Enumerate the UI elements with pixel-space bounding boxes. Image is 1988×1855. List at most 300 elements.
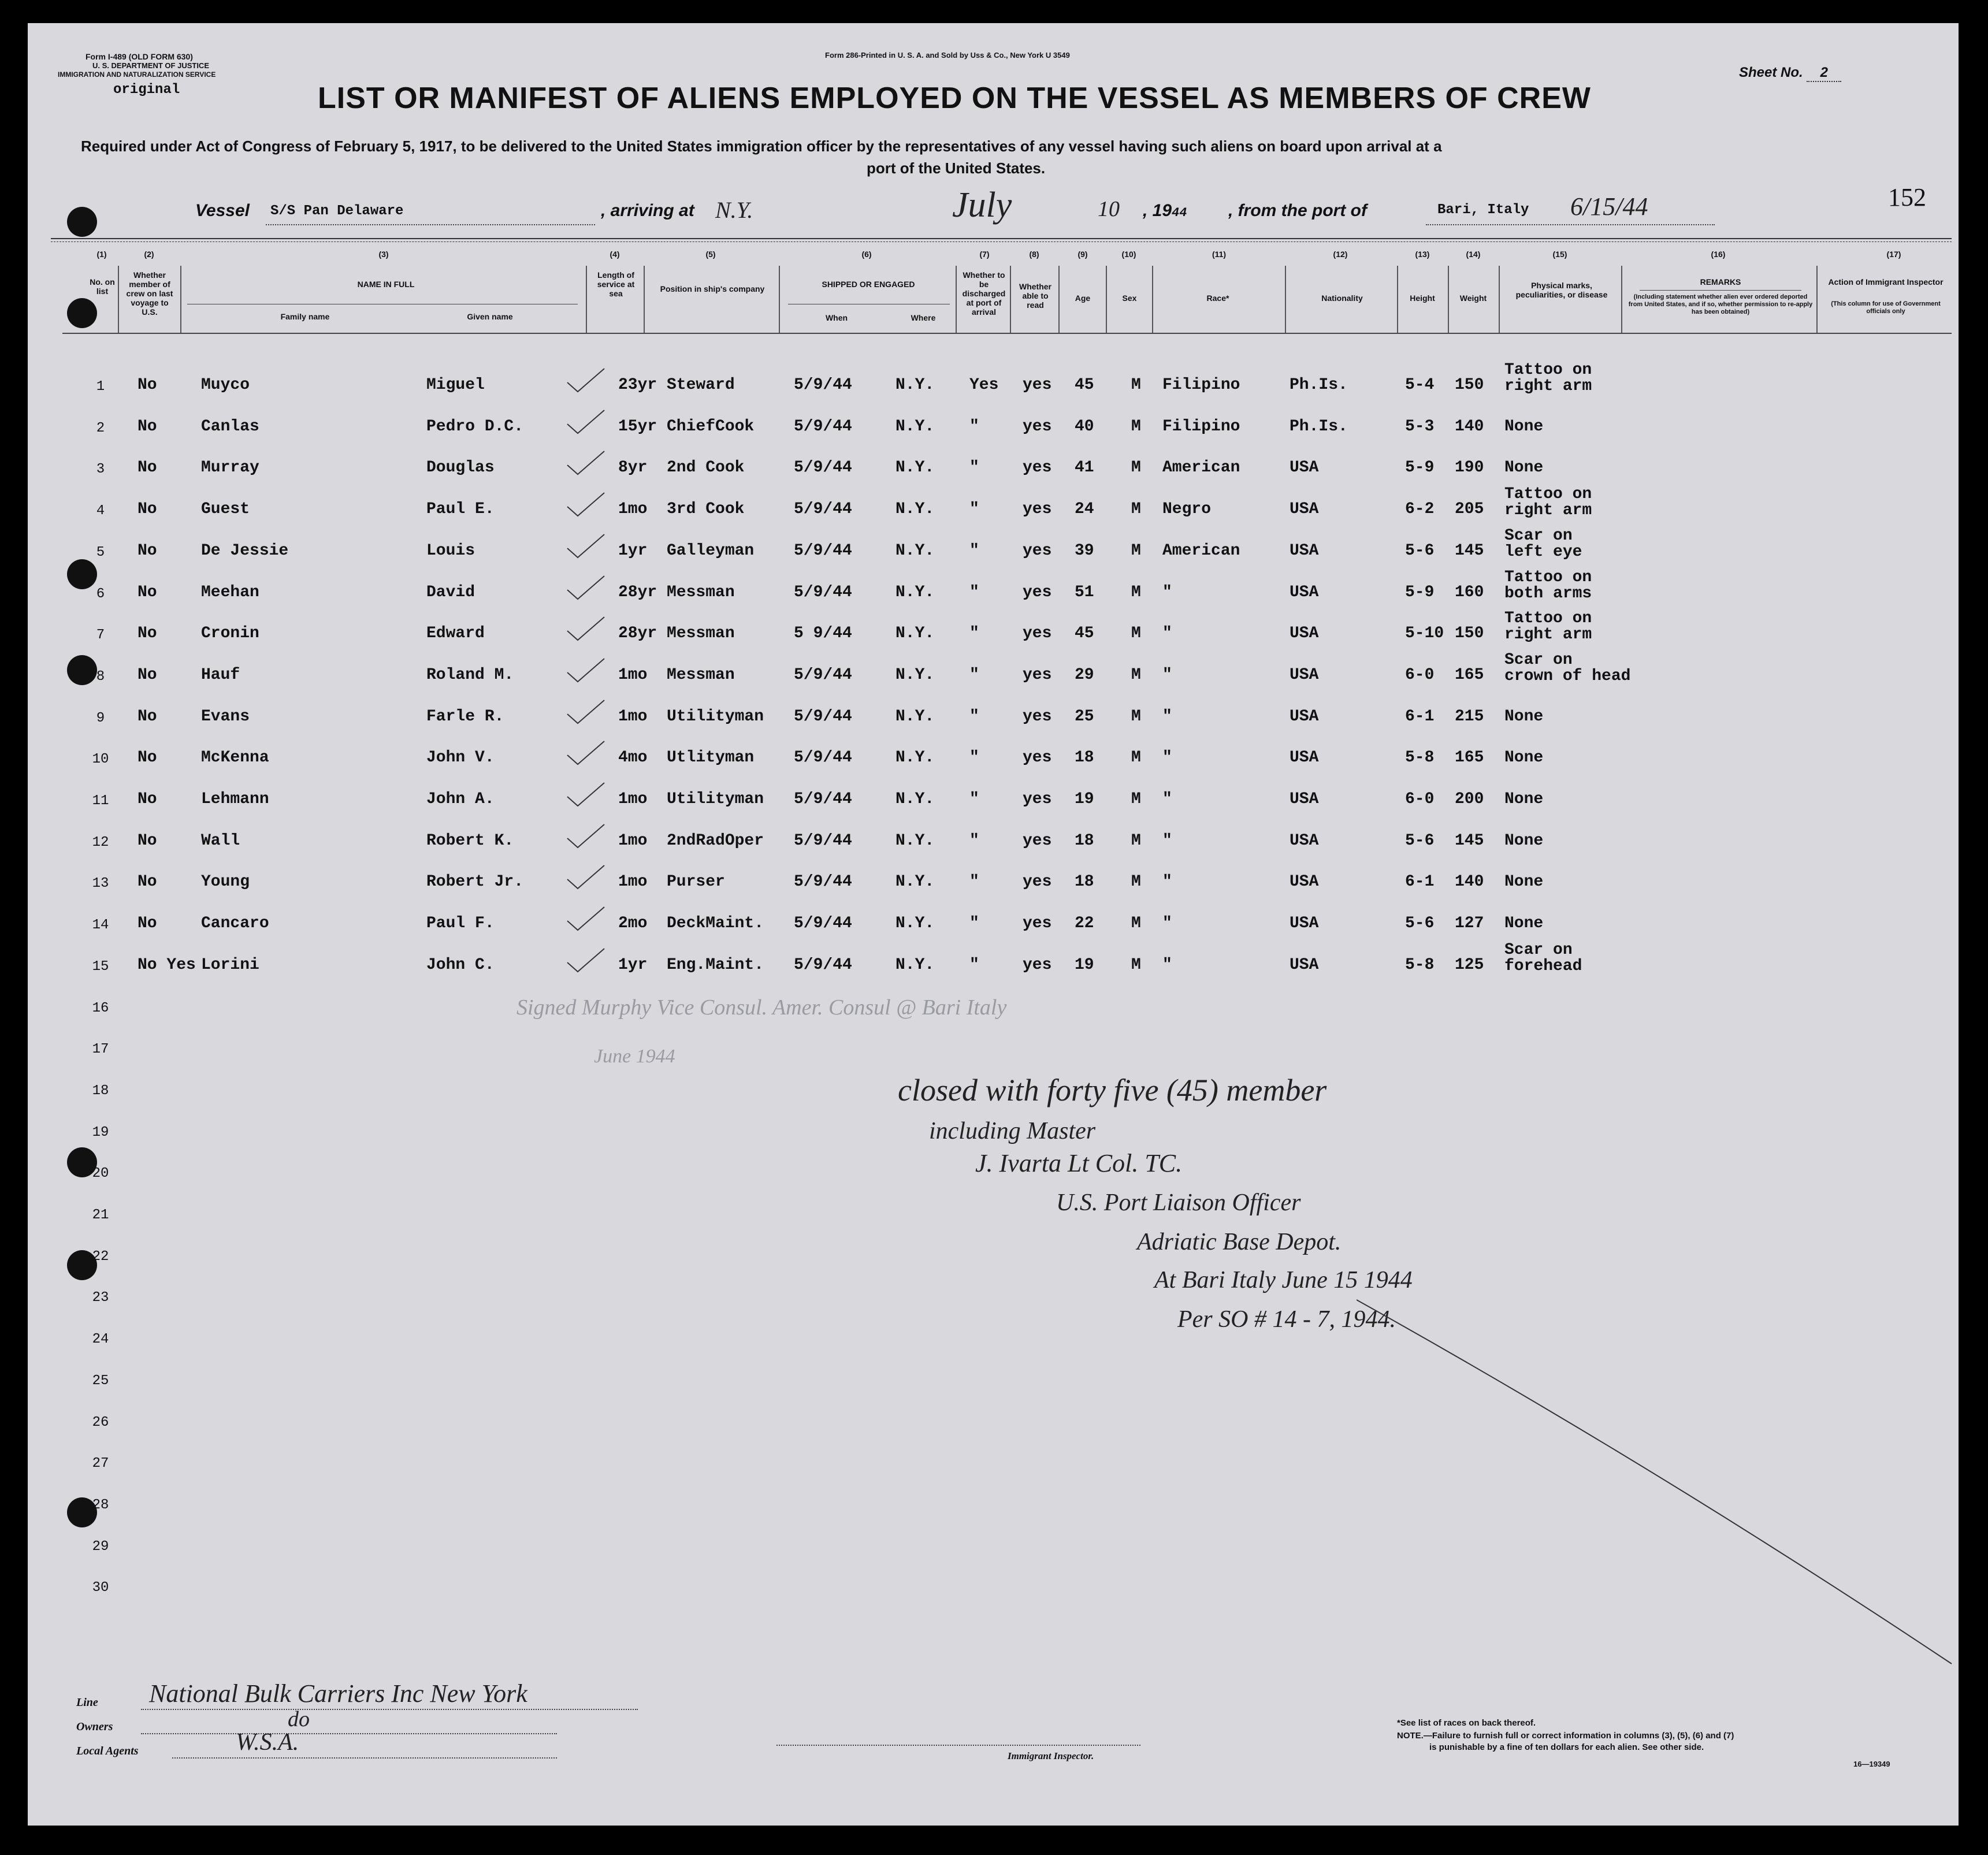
column-number: (4) — [610, 250, 620, 259]
cell-weight: 160 — [1455, 583, 1484, 601]
column-number: (17) — [1886, 250, 1901, 259]
arriving-port: N.Y. — [715, 197, 753, 223]
cell-read: yes — [1023, 707, 1052, 726]
cell-service: 4mo — [618, 749, 648, 767]
cell-marks: Scar on — [1504, 526, 1573, 545]
punch-hole — [67, 559, 97, 589]
cell-where: N.Y. — [895, 459, 935, 477]
header-race: Race* — [1206, 293, 1229, 303]
cell-last: No — [138, 707, 157, 726]
printer-note: Form 286-Printed in U. S. A. and Sold by Uss & Co., New York U 3549 — [825, 51, 1070, 60]
column-rule — [586, 266, 587, 333]
cell-last: No Yes — [138, 956, 196, 974]
cell-service: 1mo — [618, 500, 648, 519]
cell-family: De Jessie — [201, 541, 289, 560]
cell-read: yes — [1023, 541, 1052, 560]
check-mark-icon — [566, 822, 607, 851]
row-number: 6 — [96, 586, 105, 602]
cell-family: Evans — [201, 707, 250, 726]
cell-sex: M — [1131, 790, 1141, 808]
check-mark-icon — [566, 946, 607, 975]
cell-where: N.Y. — [895, 376, 935, 394]
cell-sex: M — [1131, 500, 1141, 519]
cell-service: 1mo — [618, 873, 648, 891]
cell-when: 5/9/44 — [794, 831, 852, 850]
cell-marks: None — [1504, 707, 1544, 726]
cell-when: 5/9/44 — [794, 707, 852, 726]
cell-read: yes — [1023, 376, 1052, 394]
cell-marks: right arm — [1504, 626, 1592, 644]
cell-nationality: USA — [1290, 831, 1319, 850]
column-rule — [1621, 266, 1622, 333]
cell-position: Steward — [667, 376, 735, 394]
cell-weight: 215 — [1455, 707, 1484, 726]
cell-last: No — [138, 915, 157, 933]
column-rule — [644, 266, 645, 333]
cell-weight: 190 — [1455, 459, 1484, 477]
cell-age: 18 — [1075, 749, 1094, 767]
cell-read: yes — [1023, 790, 1052, 808]
owners-label: Owners — [76, 1720, 113, 1733]
cell-where: N.Y. — [895, 915, 935, 933]
cell-weight: 127 — [1455, 915, 1484, 933]
cell-given: Miguel — [426, 376, 485, 394]
cell-discharged: " — [969, 417, 979, 436]
row-number: 27 — [92, 1456, 109, 1472]
column-number: (1) — [96, 250, 107, 259]
cell-weight: 140 — [1455, 873, 1484, 891]
column-number: (11) — [1212, 250, 1227, 259]
cell-service: 1mo — [618, 790, 648, 808]
cell-discharged: " — [969, 956, 979, 974]
cell-given: John A. — [426, 790, 495, 808]
cell-given: Farle R. — [426, 707, 504, 726]
cell-race: " — [1162, 956, 1172, 974]
column-number: (16) — [1711, 250, 1726, 259]
cell-sex: M — [1131, 459, 1141, 477]
cell-nationality: USA — [1290, 873, 1319, 891]
cell-position: ChiefCook — [667, 417, 755, 436]
cell-age: 40 — [1075, 417, 1094, 436]
row-number: 3 — [96, 462, 105, 478]
column-number: (9) — [1077, 250, 1088, 259]
cell-read: yes — [1023, 873, 1052, 891]
cell-service: 28yr — [618, 624, 657, 643]
row-number: 17 — [92, 1042, 109, 1058]
cell-height: 6-2 — [1405, 500, 1435, 519]
cell-marks: right arm — [1504, 377, 1592, 395]
cell-discharged: " — [969, 459, 979, 477]
cell-sex: M — [1131, 583, 1141, 601]
cell-age: 18 — [1075, 831, 1094, 850]
cell-where: N.Y. — [895, 417, 935, 436]
cell-nationality: USA — [1290, 956, 1319, 974]
cell-when: 5/9/44 — [794, 583, 852, 601]
cell-when: 5/9/44 — [794, 956, 852, 974]
handwritten-note: J. Ivarta Lt Col. TC. — [975, 1149, 1183, 1177]
cell-discharged: " — [969, 749, 979, 767]
cell-age: 18 — [1075, 873, 1094, 891]
cell-sex: M — [1131, 956, 1141, 974]
cell-race: American — [1162, 459, 1240, 477]
cell-given: Robert K. — [426, 831, 514, 850]
cell-sex: M — [1131, 707, 1141, 726]
cell-sex: M — [1131, 541, 1141, 560]
cell-family: Young — [201, 873, 250, 891]
cell-race: Filipino — [1162, 417, 1240, 436]
check-mark-icon — [566, 574, 607, 603]
cell-position: Messman — [667, 583, 735, 601]
header-remarks-note: (Including statement whether alien ever ordered deported from United States, and if so, whether permission to re-apply has been obtained) — [1628, 293, 1813, 315]
check-mark-icon — [566, 490, 607, 519]
row-number: 20 — [92, 1166, 109, 1182]
cell-where: N.Y. — [895, 956, 935, 974]
cell-age: 19 — [1075, 790, 1094, 808]
row-number: 5 — [96, 544, 105, 560]
header-inspector-action: Action of Immigrant Inspector — [1828, 277, 1944, 287]
cell-given: Louis — [426, 541, 475, 560]
faint-handwriting: June 1944 — [594, 1046, 675, 1067]
cell-given: Paul F. — [426, 915, 495, 933]
column-rule — [1499, 266, 1500, 333]
check-mark-icon — [566, 698, 607, 727]
cell-marks: left eye — [1504, 542, 1582, 561]
cell-discharged: " — [969, 707, 979, 726]
sheet-label: Sheet No. 2 — [1739, 65, 1841, 82]
cell-nationality: Ph.Is. — [1290, 376, 1348, 394]
cell-last: No — [138, 873, 157, 891]
year-label: , 1944 — [1143, 201, 1187, 220]
cell-nationality: USA — [1290, 459, 1319, 477]
row-number: 24 — [92, 1332, 109, 1348]
row-number: 28 — [92, 1497, 109, 1513]
races-note: *See list of races on back thereof. — [1397, 1718, 1536, 1728]
cell-height: 5-3 — [1405, 417, 1435, 436]
cell-last: No — [138, 624, 157, 643]
cell-where: N.Y. — [895, 749, 935, 767]
cell-race: Negro — [1162, 500, 1212, 519]
row-number: 26 — [92, 1414, 109, 1430]
cell-sex: M — [1131, 749, 1141, 767]
cell-position: 2ndRadOper — [667, 831, 764, 850]
cell-service: 1yr — [618, 956, 648, 974]
cell-race: " — [1162, 915, 1172, 933]
cell-nationality: USA — [1290, 500, 1319, 519]
cell-where: N.Y. — [895, 624, 935, 643]
header-length-of-service: Length of service at sea — [597, 270, 635, 298]
cell-race: " — [1162, 790, 1172, 808]
column-rule — [1397, 266, 1398, 333]
cell-height: 5-8 — [1405, 956, 1435, 974]
cell-sex: M — [1131, 666, 1141, 684]
row-number: 29 — [92, 1538, 109, 1555]
row-number: 22 — [92, 1248, 109, 1265]
cell-position: Utilityman — [667, 707, 764, 726]
cell-family: Cronin — [201, 624, 259, 643]
cell-discharged: " — [969, 583, 979, 601]
cell-last: No — [138, 831, 157, 850]
row-number: 9 — [96, 710, 105, 726]
header-shipped: SHIPPED OR ENGAGED — [822, 280, 915, 289]
table-top-rule — [51, 241, 1952, 243]
row-number: 15 — [92, 958, 109, 975]
row-number: 23 — [92, 1290, 109, 1306]
cell-given: Roland M. — [426, 666, 514, 684]
cell-race: " — [1162, 666, 1172, 684]
header-physical-marks: Physical marks, peculiarities, or disease — [1515, 281, 1608, 299]
column-number: (6) — [861, 250, 872, 259]
cell-family: Lorini — [201, 956, 259, 974]
row-number: 13 — [92, 876, 109, 892]
check-mark-icon — [566, 863, 607, 892]
department: U. S. DEPARTMENT OF JUSTICE — [92, 61, 209, 70]
cell-when: 5/9/44 — [794, 915, 852, 933]
subtitle-line-2: port of the United States. — [867, 159, 1046, 177]
cell-marks: right arm — [1504, 501, 1592, 520]
header-where: Where — [911, 313, 936, 322]
cell-service: 1mo — [618, 666, 648, 684]
cell-service: 28yr — [618, 583, 657, 601]
cell-weight: 150 — [1455, 624, 1484, 643]
header-height: Height — [1410, 293, 1435, 303]
cell-last: No — [138, 541, 157, 560]
cell-nationality: USA — [1290, 541, 1319, 560]
cell-given: Edward — [426, 624, 485, 643]
cell-read: yes — [1023, 749, 1052, 767]
cell-given: John V. — [426, 749, 495, 767]
sheet-number: 2 — [1807, 65, 1841, 82]
row-number: 30 — [92, 1580, 109, 1596]
row-number: 16 — [92, 1000, 109, 1016]
cell-height: 5-8 — [1405, 749, 1435, 767]
cell-last: No — [138, 790, 157, 808]
cell-discharged: " — [969, 915, 979, 933]
cell-position: Galleyman — [667, 541, 755, 560]
manifest-sheet — [28, 23, 1959, 1826]
cell-read: yes — [1023, 417, 1052, 436]
cell-position: Utilityman — [667, 790, 764, 808]
cell-family: Wall — [201, 831, 240, 850]
row-number: 2 — [96, 420, 105, 436]
check-mark-icon — [566, 366, 607, 395]
cell-nationality: USA — [1290, 707, 1319, 726]
cell-marks: Tattoo on — [1504, 568, 1592, 586]
cell-discharged: Yes — [969, 376, 999, 394]
cell-family: Canlas — [201, 417, 259, 436]
owners-underline — [141, 1733, 557, 1735]
row-number: 14 — [92, 917, 109, 934]
cell-when: 5/9/44 — [794, 376, 852, 394]
cell-where: N.Y. — [895, 873, 935, 891]
cell-where: N.Y. — [895, 583, 935, 601]
cell-height: 5-6 — [1405, 831, 1435, 850]
vessel-underline — [266, 224, 595, 226]
header-when: When — [825, 313, 848, 322]
penalty-note-1: NOTE.—Failure to furnish full or correct information in columns (3), (5), (6) and (7) — [1397, 1731, 1734, 1741]
row-number: 1 — [96, 379, 105, 395]
cell-weight: 165 — [1455, 666, 1484, 684]
cell-given: Douglas — [426, 459, 495, 477]
row-number: 10 — [92, 752, 109, 768]
column-rule — [1010, 266, 1011, 333]
column-number: (12) — [1333, 250, 1348, 259]
departure-date: 6/15/44 — [1570, 192, 1648, 221]
cell-family: Guest — [201, 500, 250, 519]
check-mark-icon — [566, 780, 607, 809]
cell-age: 45 — [1075, 624, 1094, 643]
column-number: (14) — [1466, 250, 1481, 259]
row-number: 4 — [96, 503, 105, 519]
check-mark-icon — [566, 532, 607, 561]
cell-family: Hauf — [201, 666, 240, 684]
cell-last: No — [138, 666, 157, 684]
cell-service: 2mo — [618, 915, 648, 933]
cell-read: yes — [1023, 500, 1052, 519]
cell-height: 6-0 — [1405, 790, 1435, 808]
header-remarks: REMARKS — [1700, 277, 1741, 287]
arrival-year: 44 — [1172, 206, 1187, 220]
cell-last: No — [138, 417, 157, 436]
cell-when: 5/9/44 — [794, 417, 852, 436]
cell-marks: Scar on — [1504, 940, 1573, 959]
manifest-title: LIST OR MANIFEST OF ALIENS EMPLOYED ON THE VESSEL AS MEMBERS OF CREW — [318, 81, 1591, 115]
cell-read: yes — [1023, 666, 1052, 684]
cell-where: N.Y. — [895, 666, 935, 684]
check-mark-icon — [566, 408, 607, 437]
column-rule — [779, 266, 780, 333]
penalty-note-2: is punishable by a fine of ten dollars for each alien. See other side. — [1429, 1742, 1704, 1752]
row-number: 25 — [92, 1373, 109, 1389]
page-stamp: 152 — [1888, 183, 1926, 211]
punch-hole — [67, 207, 97, 237]
arriving-label: , arriving at — [601, 201, 694, 220]
vessel-name: S/S Pan Delaware — [270, 203, 404, 219]
cell-given: David — [426, 583, 475, 601]
cell-weight: 140 — [1455, 417, 1484, 436]
cell-weight: 205 — [1455, 500, 1484, 519]
cell-nationality: USA — [1290, 790, 1319, 808]
cell-family: Murray — [201, 459, 259, 477]
column-rule — [1285, 266, 1286, 333]
arrival-day: 10 — [1098, 197, 1120, 221]
cell-age: 24 — [1075, 500, 1094, 519]
cell-discharged: " — [969, 666, 979, 684]
cell-marks: forehead — [1504, 957, 1582, 975]
cell-marks: None — [1504, 417, 1544, 436]
cell-read: yes — [1023, 956, 1052, 974]
cell-family: Meehan — [201, 583, 259, 601]
column-number: (10) — [1121, 250, 1136, 259]
form-id: Form I-489 (OLD FORM 630) — [86, 52, 193, 61]
handwritten-note: Per SO # 14 - 7, 1944. — [1177, 1306, 1396, 1333]
row-number: 12 — [92, 834, 109, 850]
cell-service: 1mo — [618, 831, 648, 850]
cell-age: 39 — [1075, 541, 1094, 560]
cell-given: John C. — [426, 956, 495, 974]
cell-when: 5/9/44 — [794, 666, 852, 684]
cell-marks: crown of head — [1504, 667, 1631, 685]
cell-position: 3rd Cook — [667, 500, 745, 519]
handwritten-note: U.S. Port Liaison Officer — [1056, 1189, 1301, 1216]
column-rule — [1106, 266, 1107, 333]
column-number: (5) — [705, 250, 716, 259]
handwritten-note: Adriatic Base Depot. — [1137, 1229, 1342, 1255]
cell-position: Messman — [667, 624, 735, 643]
arrival-month: July — [952, 185, 1012, 225]
agents-underline — [172, 1757, 557, 1759]
cell-height: 6-1 — [1405, 707, 1435, 726]
handwritten-note: including Master — [929, 1118, 1096, 1144]
header-weight: Weight — [1459, 293, 1487, 303]
cell-when: 5/9/44 — [794, 459, 852, 477]
check-mark-icon — [566, 656, 607, 685]
column-number: (15) — [1552, 250, 1567, 259]
cell-marks: None — [1504, 915, 1544, 933]
column-number: (7) — [979, 250, 990, 259]
punch-hole — [67, 298, 97, 328]
header-inspector-note: (This column for use of Government officials only — [1831, 300, 1941, 315]
cell-discharged: " — [969, 831, 979, 850]
cell-read: yes — [1023, 624, 1052, 643]
port-underline — [1426, 224, 1715, 226]
column-number: (2) — [144, 250, 154, 259]
cell-nationality: Ph.Is. — [1290, 417, 1348, 436]
cell-race: " — [1162, 749, 1172, 767]
header-position: Position in ship's company — [660, 284, 765, 293]
cell-marks: None — [1504, 749, 1544, 767]
cell-age: 22 — [1075, 915, 1094, 933]
inspector-signature-line — [776, 1745, 1140, 1746]
row-number: 21 — [92, 1207, 109, 1223]
cell-service: 1mo — [618, 707, 648, 726]
cell-discharged: " — [969, 541, 979, 560]
cell-height: 6-1 — [1405, 873, 1435, 891]
service: IMMIGRATION AND NATURALIZATION SERVICE — [58, 70, 216, 79]
cell-when: 5/9/44 — [794, 749, 852, 767]
cell-sex: M — [1131, 624, 1141, 643]
cell-where: N.Y. — [895, 831, 935, 850]
cell-given: Robert Jr. — [426, 873, 524, 891]
column-rule — [1152, 266, 1153, 333]
line-underline — [141, 1709, 638, 1711]
header-last-voyage: Whether member of crew on last voyage to U.S. — [126, 270, 173, 317]
header-able-to-read: Whether able to read — [1019, 282, 1051, 310]
cell-position: Messman — [667, 666, 735, 684]
cell-race: " — [1162, 583, 1172, 601]
cell-weight: 145 — [1455, 541, 1484, 560]
cell-sex: M — [1131, 915, 1141, 933]
cell-weight: 125 — [1455, 956, 1484, 974]
cell-family: Lehmann — [201, 790, 269, 808]
cell-height: 5-9 — [1405, 583, 1435, 601]
cell-discharged: " — [969, 500, 979, 519]
cell-sex: M — [1131, 417, 1141, 436]
cell-read: yes — [1023, 831, 1052, 850]
original-label: original — [113, 82, 180, 98]
row-number: 11 — [92, 793, 109, 809]
cell-weight: 150 — [1455, 376, 1484, 394]
row-number: 18 — [92, 1083, 109, 1099]
row-number: 19 — [92, 1124, 109, 1140]
column-rule — [1058, 266, 1060, 333]
cell-height: 5-6 — [1405, 541, 1435, 560]
cell-service: 23yr — [618, 376, 657, 394]
vessel-line — [195, 201, 250, 221]
cell-last: No — [138, 376, 157, 394]
cell-marks: None — [1504, 831, 1544, 850]
from-port-label: , from the port of — [1228, 201, 1367, 220]
cell-family: McKenna — [201, 749, 269, 767]
